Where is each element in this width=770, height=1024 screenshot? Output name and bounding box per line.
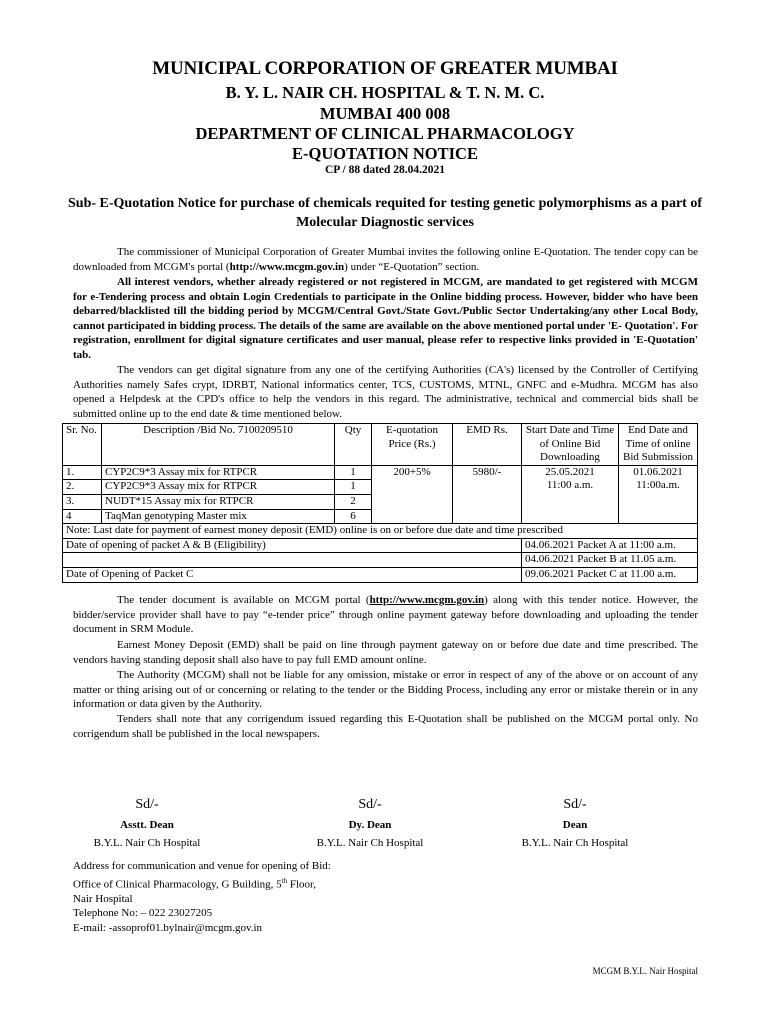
header-corporation: MUNICIPAL CORPORATION OF GREATER MUMBAI [152,58,618,79]
body-paragraph-4: Tenders shall note that any corrigendum issued regarding this E-Quotation shall be published on the MCGM portal only. No corrigendum shall be published in the local newspapers. [73,713,698,740]
body-paragraph-3: The Authority (MCGM) shall not be liable for any omission, mistake or error in respect of any of the above or on account of any matter or thing arising out of or concerning or relating to the tender or the Bidding Process, including any error or mistake therein or in any information or data given by the Authority. [73,669,698,711]
row-description: CYP2C9*3 Assay mix for RTPCR [102,480,335,495]
row-description: CYP2C9*3 Assay mix for RTPCR [102,465,335,480]
address-email: E-mail: -assoprof01.bylnair@mcgm.gov.in [73,922,263,935]
signature-asstt-dean [72,797,222,849]
signature-place: B.Y.L. Nair Ch Hospital [93,837,201,849]
body-paragraph-1: The tender document is available on MCGM portal (http://www.mcgm.gov.in) along with this tender notice. However, the bidder/service provider shall have to pay “e-tender price” through online payment gateway before downloading and uploading the tender document in SRM Module. [73,594,698,636]
signature-place: B.Y.L. Nair Ch Hospital [316,837,424,849]
row-qty: 1 [335,480,372,495]
row-qty: 2 [335,494,372,509]
row-sr: 3. [63,494,102,509]
row-qty: 6 [335,509,372,524]
address-heading: Address for communication and venue for opening of Bid: [73,860,331,872]
address-block [73,859,331,936]
reference-number: CP / 88 dated 28.04.2021 [324,164,446,176]
signature-place: B.Y.L. Nair Ch Hospital [521,837,629,849]
emd-note: Note: Last date for payment of earnest money deposit (EMD) online is on or before due date and time prescribed [63,524,698,539]
bid-table [62,423,698,583]
header-notice-title: E-QUOTATION NOTICE [292,144,478,163]
end-time: 11:00a.m. [636,479,680,492]
start-date: 25.05.2021 [545,465,595,478]
intro-paragraph-1: The commissioner of Municipal Corporation of Greater Mumbai invites the following online E-Quotation. The tender copy can be downloaded from MCGM's portal (http://www.mcgm.gov.in) under “E-Quotation” section. [73,246,698,273]
subject-line: Sub- E-Quotation Notice for purchase of chemicals requited for testing genetic polymorphisms as a part of Molecular Diagnostic services [68,196,702,230]
signature-dy-dean [290,797,450,849]
col-header-price: E-quotation Price (Rs.) [372,424,453,466]
portal-link[interactable]: http://www.mcgm.gov.in [229,260,345,273]
opening-packet-b: 04.06.2021 Packet B at 11.05 a.m. [522,553,698,568]
row-description: TaqMan genotyping Master mix [102,509,335,524]
header-city: MUMBAI 400 008 [319,104,451,123]
signature-sd: Sd/- [135,797,159,812]
signature-title: Asstt. Dean [120,819,174,831]
opening-ab-row [63,538,698,553]
address-hospital: Nair Hospital [73,892,133,905]
opening-packet-c: 09.06.2021 Packet C at 11.00 a.m. [522,567,698,582]
col-header-end: End Date and Time of online Bid Submission [619,424,698,466]
price-cell: 200+5% [372,465,453,523]
header-hospital: B. Y. L. NAIR CH. HOSPITAL & T. N. M. C. [225,83,545,102]
address-office: Office of Clinical Pharmacology, G Building, 5th Floor, [73,876,317,891]
body-paragraph-2: Earnest Money Deposit (EMD) shall be paid on line through payment gateway on or before due date and time prescribed. The vendors having standing deposit shall also have to pay full EMD amount online. [73,639,698,666]
signature-title: Dy. Dean [348,819,392,831]
start-date-cell [522,465,619,523]
row-qty: 1 [335,465,372,480]
start-time: 11:00 a.m. [546,479,594,492]
header-department: DEPARTMENT OF CLINICAL PHARMACOLOGY [195,124,575,143]
col-header-start: Start Date and Time of Online Bid Downloading [522,424,619,466]
intro-paragraph-3: The vendors can get digital signature from any one of the certifying Authorities (CA's) licensed by the Controller of Certifying Authorities namely Safes crypt, IDRBT, National informatics center, TCS, CUSTOMS, MTNL, GNFC and e-Mudhra. MCGM has also opened a Helpdesk at the CPD's office to help the vendors in this regard. The administrative, technical and commercial bids shall be submitted online up to the end date & time mentioned below. [73,364,698,420]
end-date: 01.06.2021 [633,465,683,478]
signature-dean [500,797,650,849]
intro-paragraph-2: All interest vendors, whether already registered or not registered in MCGM, are mandated to get registered with MCGM for e-Tendering process and obtain Login Credentials to participate in the Online bidding process. However, bidder who have been debarred/blacklisted till the bidding period by MCGM/Central Govt./State Govt./Public Sector Undertaking/any other Local Body, cannot participated in bidding process. The details of the same are available on the above mentioned portal under 'E- Quotation'. For registration, enrollment for digital signature certificates and user manual, please refer to respective links provided in 'E-Quotation' tab. [73,276,698,361]
portal-link-2[interactable]: http://www.mcgm.gov.in [369,594,485,606]
col-header-emd: EMD Rs. [453,424,522,466]
emd-cell: 5980/- [453,465,522,523]
signature-sd: Sd/- [563,797,587,812]
col-header-qty: Qty [335,424,372,466]
opening-c-row [63,567,698,582]
end-date-cell [619,465,698,523]
opening-packet-a: 04.06.2021 Packet A at 11:00 a.m. [522,538,698,553]
col-header-description: Description /Bid No. 7100209510 [102,424,335,466]
row-sr: 4 [63,509,102,524]
opening-c-label: Date of Opening of Packet C [63,567,522,582]
row-description: NUDT*15 Assay mix for RTPCR [102,494,335,509]
col-header-sr: Sr. No. [63,424,102,466]
emd-note-row [63,524,698,539]
footer-text: MCGM B.Y.L. Nair Hospital [592,966,698,976]
row-sr: 2. [63,480,102,495]
signature-title: Dean [562,819,588,831]
table-row [63,465,698,480]
row-sr: 1. [63,465,102,480]
opening-ab-label: Date of opening of packet A & B (Eligibility) [63,538,522,553]
opening-b-row [63,553,698,568]
address-telephone: Telephone No: – 022 23027205 [73,907,213,920]
signature-sd: Sd/- [358,797,382,812]
table-header-row [63,424,698,466]
